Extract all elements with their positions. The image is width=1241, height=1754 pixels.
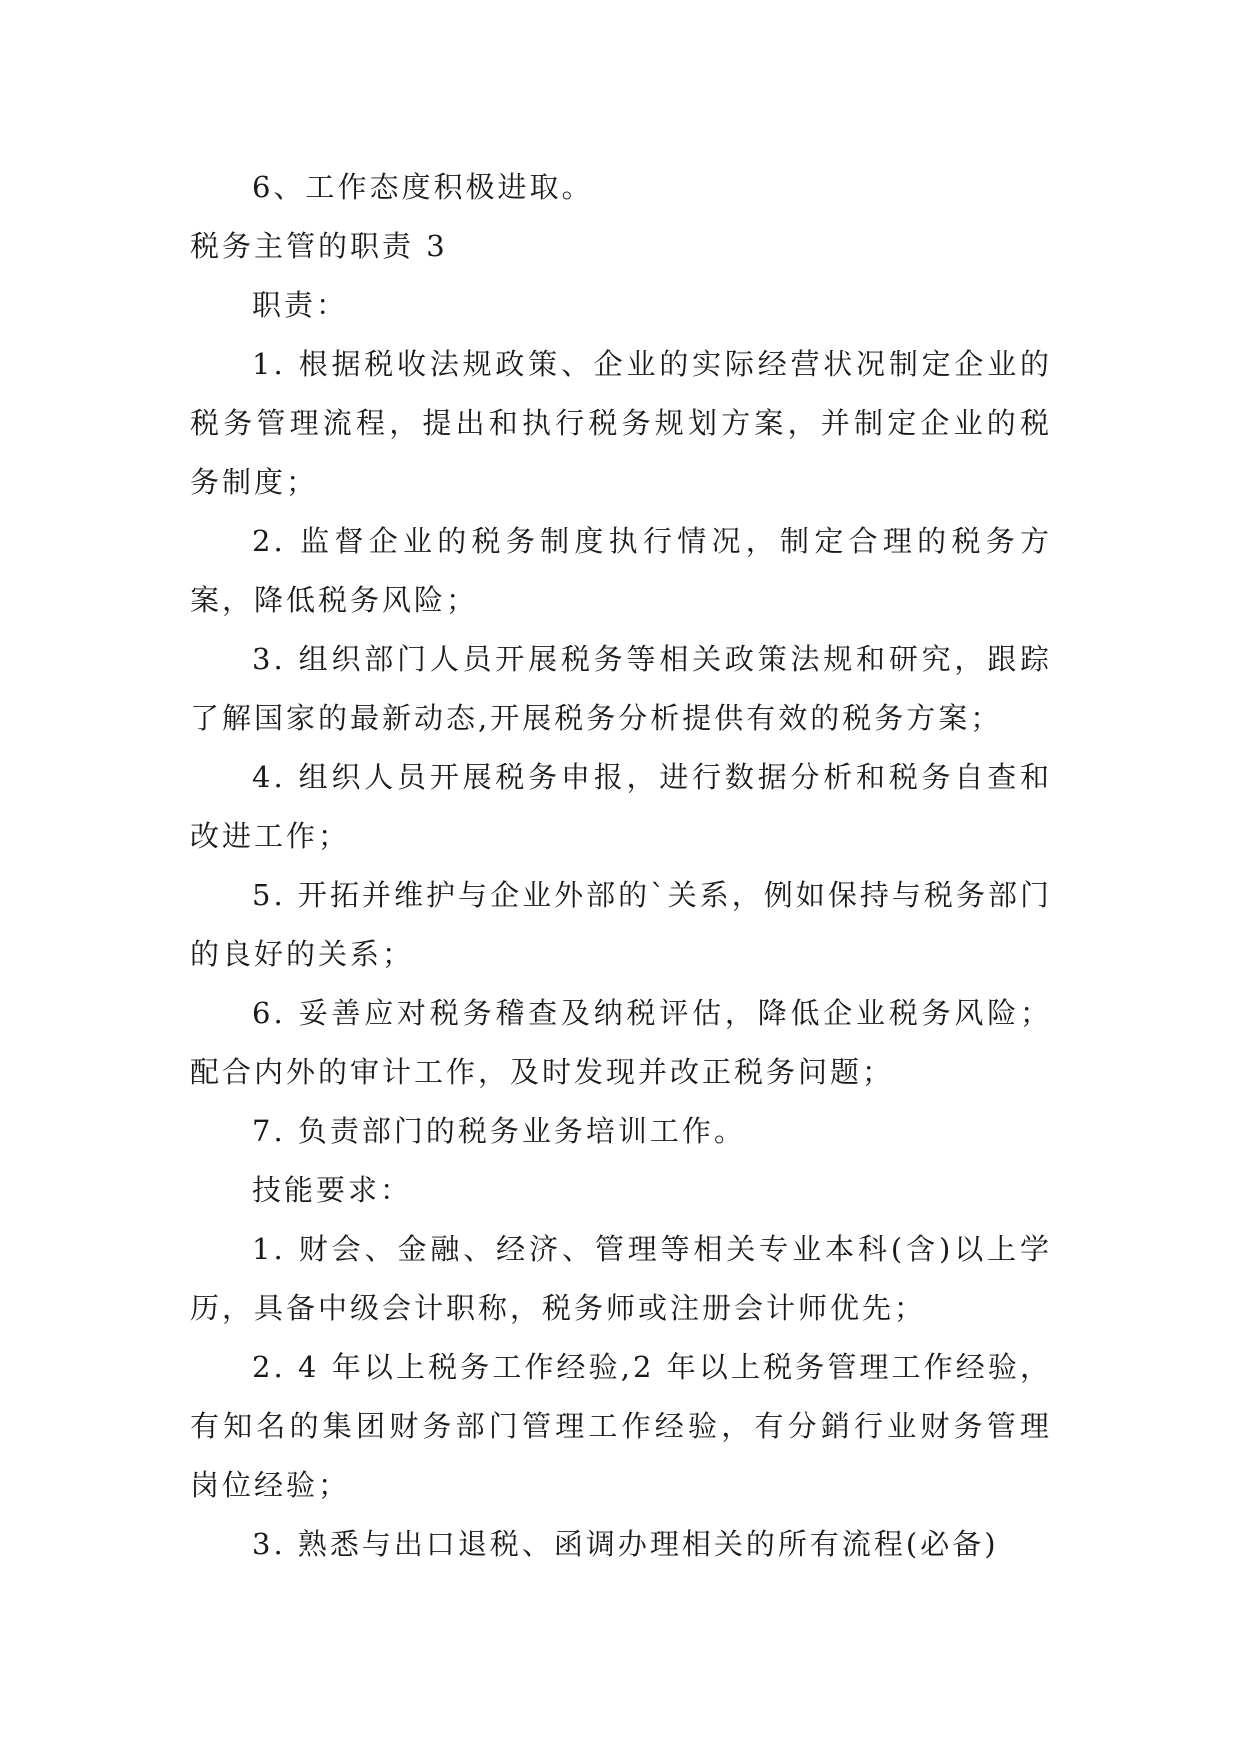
duty-item-5: 5. 开拓并维护与企业外部的`关系，例如保持与税务部门的良好的关系； <box>190 878 1052 971</box>
duty-item-6: 6. 妥善应对税务稽查及纳税评估，降低企业税务风险；配合内外的审计工作，及时发现并改正税务问题； <box>190 996 1052 1089</box>
document-body <box>190 158 1052 1574</box>
skill-item-3: 3. 熟悉与出口退税、函调办理相关的所有流程(必备) <box>252 1527 999 1561</box>
duty-item-3: 3. 组织部门人员开展税务等相关政策法规和研究，跟踪了解国家的最新动态,开展税务分析提供有效的税务方案； <box>190 642 1052 735</box>
skill-item-2: 2. 4 年以上税务工作经验,2 年以上税务管理工作经验，有知名的集团财务部门管理工作经验，有分銷行业财务管理岗位经验； <box>190 1350 1052 1502</box>
duties-heading: 职责： <box>252 288 349 322</box>
skills-heading: 技能要求： <box>252 1173 413 1207</box>
duty-item-2: 2. 监督企业的税务制度执行情况，制定合理的税务方案，降低税务风险； <box>190 524 1052 617</box>
duty-item-1: 1. 根据税收法规政策、企业的实际经营状况制定企业的税务管理流程，提出和执行税务规划方案，并制定企业的税务制度； <box>190 347 1052 499</box>
duty-item-4: 4. 组织人员开展税务申报，进行数据分析和税务自查和改进工作； <box>190 760 1052 853</box>
skill-item-1: 1. 财会、金融、经济、管理等相关专业本科(含)以上学历，具备中级会计职称，税务师或注册会计师优先； <box>190 1232 1052 1325</box>
section-title: 税务主管的职责 3 <box>190 229 448 263</box>
duty-item-7: 7. 负责部门的税务业务培训工作。 <box>252 1114 746 1148</box>
paragraph-work-attitude: 6、工作态度积极进取。 <box>252 170 594 204</box>
